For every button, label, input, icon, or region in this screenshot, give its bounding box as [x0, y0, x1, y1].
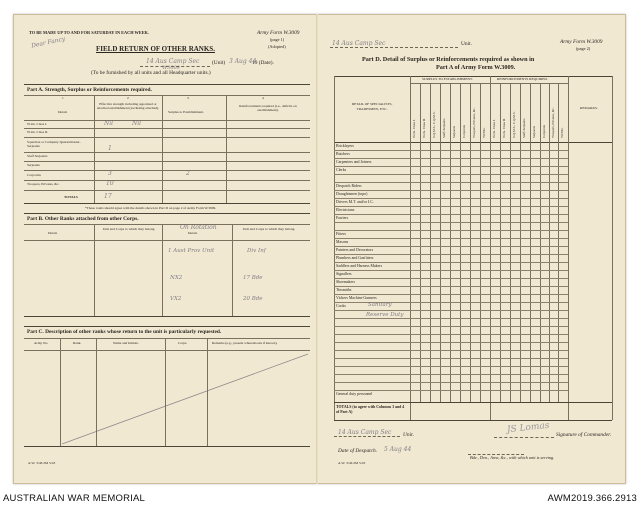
col-label: W.Os. Class I.: [492, 119, 496, 138]
surplus-header: SURPLUS TO ESTABLISHMENT.: [422, 77, 473, 81]
furnished-note: (To be furnished by all units and all Headquarter units.): [91, 70, 211, 76]
remarks-header: REMARKS.: [580, 106, 598, 110]
form-number: Army Form W.3009: [560, 39, 603, 45]
col-header: Unit and Corps to which they belong.: [102, 227, 156, 231]
handwritten-value: 1: [108, 145, 112, 152]
trade-row: Plumbers and Gasfitters: [336, 256, 374, 260]
row-label: Troopers, Privates, &c.: [27, 182, 60, 186]
totals-row: TOTALS (to agree with Columns 3 and 4 of Part A): [336, 405, 405, 414]
date-of-despatch-label: Date of Despatch.: [338, 448, 378, 454]
trade-row: Farriers: [336, 216, 349, 220]
col-label: W.Os. Class II.: [422, 118, 426, 138]
trade-row: Saddlers and Harness Makers: [336, 264, 383, 268]
handwritten-form-number: W3009: [162, 65, 180, 71]
row-label: Serjeants: [27, 163, 40, 167]
form-number: Army Form W.3009: [257, 30, 300, 36]
signature-label: Signature of Commander.: [556, 432, 612, 438]
location-label: Bde., Dvn., Area, &c., with which unit is serving.: [470, 455, 555, 460]
col-header: Unit and Corps to which they belong.: [242, 227, 296, 231]
date-label: 19 (Date).: [252, 60, 274, 66]
adopted-note: (Adopted): [268, 44, 286, 49]
col-header: Remarks (e.g., present whereabouts if known).: [212, 341, 278, 345]
commander-signature: JS Lomas: [506, 420, 550, 436]
row-label: Corporals: [27, 173, 41, 177]
unit-line-label: Unit.: [403, 432, 414, 438]
part-b-title: Part B. Other Ranks attached from other Corps.: [27, 216, 139, 222]
trade-row: Masons: [336, 240, 349, 244]
handwritten-total: 17: [104, 193, 112, 200]
page-number: (page 1): [270, 37, 285, 42]
cancellation-stroke: [60, 350, 310, 446]
col-number: 4: [262, 96, 264, 100]
col-header: Detail.: [188, 231, 198, 235]
col-header-surplus: Surplus to Establishment.: [168, 110, 204, 114]
part-a-title: Part A. Strength, Surplus or Reinforcements required.: [27, 87, 152, 93]
handwritten-note: Dear Fancy: [30, 35, 66, 50]
row-label: Squadron or Company Quartermaster-Serjeants: [27, 140, 81, 149]
col-label: TOTAL: [560, 127, 564, 138]
archive-name: AUSTRALIAN WAR MEMORIAL: [3, 493, 146, 504]
col-label: S.Q.M.S., C.Q.M.S.: [432, 111, 436, 138]
col-label: Staff-Serjeants: [442, 118, 446, 138]
unit-label: (Unit): [212, 60, 226, 66]
archive-footer: [0, 487, 640, 505]
handwritten-date: 5 Aug 44: [384, 446, 412, 453]
col-label: Corporals: [462, 124, 466, 138]
col-label: Troopers, Privates, &c.: [551, 107, 555, 138]
general-duty-row: General duty personnel: [336, 392, 373, 396]
handwritten-entry: VX2: [170, 296, 182, 302]
handwritten-unit: 14 Aus Camp Sec: [146, 58, 200, 65]
col-header-reinforcements: Reinforcements required (i.e., deficits on establishment).: [239, 104, 297, 112]
row-label: W.Os. Class II.: [27, 130, 49, 134]
trade-row: Bricklayers: [336, 144, 354, 148]
col-label: Serjeants: [532, 125, 536, 138]
col-number: 3: [187, 96, 189, 100]
col-label: Staff-Serjeants: [522, 118, 526, 138]
unit-label: Unit.: [461, 41, 472, 47]
handwritten-unit: 14 Aus Camp Sec: [338, 429, 392, 436]
totals-label: TOTALS: [64, 195, 78, 199]
trade-row: Signallers: [336, 272, 352, 276]
handwritten-value: 10: [106, 180, 114, 187]
trade-row: Cooks: [336, 304, 346, 308]
trade-row: Shoemakers: [336, 280, 356, 284]
trade-row: Fitters: [336, 232, 346, 236]
handwritten-entry: Reserve Duty: [366, 312, 404, 318]
col-header: Rank.: [73, 341, 82, 345]
handwritten-entry: Sanitary: [368, 302, 392, 308]
trade-row: Clerks: [336, 168, 347, 172]
part-c-title: Part C. Description of other ranks whose return to the unit is particularly requested.: [27, 329, 222, 335]
print-code: A.W. 3/46 2M 5/43: [28, 461, 56, 465]
col-header: Detail.: [48, 231, 58, 235]
trade-row: Painters and Decorators: [336, 248, 374, 252]
col-label: Troopers, Privates, &c.: [472, 107, 476, 138]
handwritten-value: 2: [186, 170, 190, 177]
part-d-title: Part D. Detail of Surplus or Reinforcements required as shown in: [362, 56, 535, 63]
col-number: 2: [127, 96, 129, 100]
handwritten-entry: 17 Bde: [243, 275, 263, 281]
archive-reference: AWM2019.366.2913: [547, 493, 637, 504]
trade-row: Draughtsmen (topo): [336, 192, 368, 196]
trade-row: Electricians: [336, 208, 355, 212]
detail-header: DETAIL OF SPECIALISTS, TRADESMEN, ETC.: [351, 102, 393, 111]
form-title: FIELD RETURN OF OTHER RANKS.: [96, 45, 215, 53]
col-header: Corps.: [178, 341, 188, 345]
col-label: S.Q.M.S., C.Q.M.S.: [512, 111, 516, 138]
part-c-rule: [24, 326, 310, 327]
handwritten-entry: Div Inf: [247, 248, 266, 254]
handwritten-entry: 1 Aust Prov Unit: [168, 248, 215, 254]
header-note: TO BE MADE UP TO AND FOR SATURDAY IN EACH WEEK.: [29, 30, 149, 35]
col-label: Serjeants: [452, 125, 456, 138]
row-label: Staff Serjeants: [27, 154, 48, 158]
handwritten-unit: 14 Aus Camp Sec: [332, 40, 386, 47]
print-code: A.W. 3/46 2M 5/43: [338, 461, 366, 465]
trade-row: Vickers Machine Gunners: [336, 296, 377, 300]
col-label: W.Os. Class I.: [412, 119, 416, 138]
handwritten-heading: On Rotation: [180, 224, 217, 231]
page-number: (page 2): [576, 46, 591, 51]
col-header-detail: Detail.: [58, 110, 68, 114]
col-label: Corporals: [542, 124, 546, 138]
handwritten-value: Nil: [104, 120, 114, 127]
row-label: W.Os. Class I.: [27, 122, 47, 126]
part-a-rule: [24, 84, 310, 85]
handwritten-value: 3: [108, 170, 112, 177]
col-header-strength: Effective strength including appointed or attached establishment (excluding attached).: [96, 102, 160, 110]
trade-row: Tinsmiths: [336, 288, 352, 292]
page-fold: [316, 14, 318, 484]
trade-row: Despatch Riders: [336, 184, 362, 188]
col-label: TOTAL: [482, 127, 486, 138]
col-header: Name and Initials.: [113, 341, 139, 345]
part-b-rule: [24, 213, 310, 214]
col-number: 1: [62, 96, 64, 100]
handwritten-entry: NX2: [170, 275, 183, 281]
reinforcements-header: REINFORCEMENTS REQUIRED.: [497, 77, 548, 81]
col-label: W.Os. Class II.: [502, 118, 506, 138]
col-header: Army No.: [34, 341, 49, 345]
part-a-note: *These totals should agree with the details shown in Part D on page 2 of Army Form W.3009.: [85, 206, 217, 210]
handwritten-entry: 20 Bde: [243, 296, 263, 302]
trade-row: Butchers: [336, 152, 350, 156]
trade-row: Carpenters and Joiners: [336, 160, 372, 164]
part-d-title-2: Part A of Army Form W.3009.: [436, 64, 516, 71]
handwritten-date: 3 Aug 44: [229, 58, 257, 65]
handwritten-value: Nil: [132, 120, 142, 127]
trade-row: Drivers M.T. and/or I.C.: [336, 200, 374, 204]
